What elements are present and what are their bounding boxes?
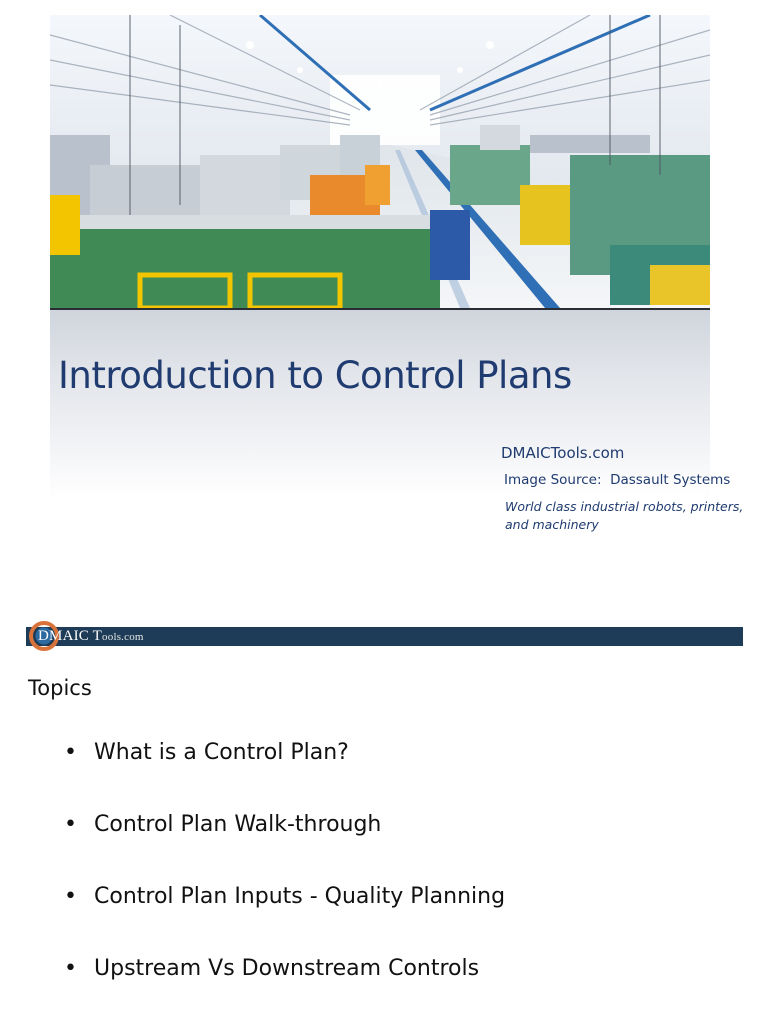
topic-text: Control Plan Walk-through (94, 812, 382, 837)
reflection-panel (50, 308, 710, 498)
list-item (64, 740, 505, 812)
topic-text: Upstream Vs Downstream Controls (94, 956, 480, 981)
hero-image (50, 15, 710, 310)
topics-heading: Topics (28, 676, 92, 700)
list-item (64, 956, 505, 1024)
bullet-icon: • (64, 812, 77, 837)
logo-brand-small: ools.com (102, 631, 144, 643)
bullet-icon: • (64, 740, 77, 765)
slide-title: Introduction to Control Plans (58, 354, 572, 397)
bullet-icon: • (64, 884, 77, 909)
topic-text: What is a Control Plan? (94, 740, 349, 765)
list-item (64, 884, 505, 956)
list-item (64, 812, 505, 884)
topic-text: Control Plan Inputs - Quality Planning (94, 884, 506, 909)
logo-wordmark (38, 628, 144, 645)
bullet-icon: • (64, 956, 77, 981)
factory-floor-photo (50, 15, 710, 308)
logo-brand-main: DMAIC T (38, 628, 103, 644)
image-caption: World class industrial robots, printers, and machinery (505, 499, 744, 532)
topics-list (64, 740, 505, 1024)
site-name: DMAICTools.com (501, 444, 625, 462)
image-source: Image Source: Dassault Systems (504, 472, 731, 488)
